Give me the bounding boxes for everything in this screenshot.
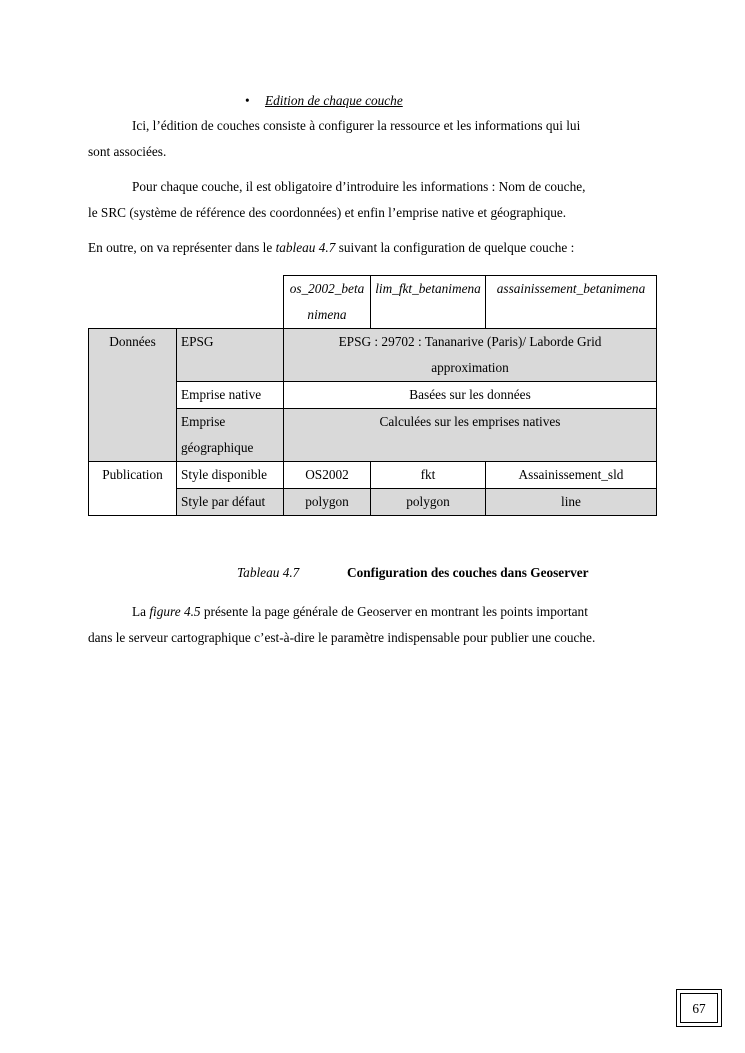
table-caption [237,560,589,586]
row-label-emprise-geo: Emprise géographique [177,409,284,462]
para4-line1 [132,599,588,625]
table-row-style-dispo [89,462,657,489]
row-label-emprise-native: Emprise native [177,382,284,409]
row-label-epsg: EPSG [177,329,284,382]
epsg-value: EPSG : 29702 : Tananarive (Paris)/ Laborde Grid approximation [284,329,657,382]
row-label-style-defaut: Style par défaut [177,489,284,516]
style-dispo-fkt: fkt [371,462,486,489]
emprise-native-value: Basées sur les données [284,382,657,409]
para4-line2: dans le serveur cartographique c’est-à-dire le paramètre indispensable pour publier une couche. [88,630,596,645]
page-number-box [676,989,722,1027]
caption-label: Tableau 4.7 [237,565,300,580]
header-assainissement: assainissement_betanimena [486,276,657,329]
style-defaut-os2002: polygon [284,489,371,516]
header-lim-fkt: lim_fkt_betanimena [371,276,486,329]
bullet-icon: • [245,93,250,108]
blank-cell [89,276,177,329]
header-os2002: os_2002_betanimena [284,276,371,329]
para3-after: suivant la configuration de quelque couche : [335,240,575,255]
row-label-style-dispo: Style disponible [177,462,284,489]
bullet-heading: Edition de chaque couche [265,93,403,108]
para4-before: La [132,604,150,619]
figure-reference: figure 4.5 [149,604,201,619]
para4-after: présente la page générale de Geoserver en montrant les points important [200,604,588,619]
group-donnees: Données [89,329,177,462]
section-bullet [245,88,403,114]
blank-cell [177,276,284,329]
page-number: 67 [680,993,718,1023]
style-defaut-fkt: polygon [371,489,486,516]
para1-line1: Ici, l’édition de couches consiste à configurer la ressource et les informations qui lui [132,118,581,133]
config-table [88,275,657,516]
group-publication: Publication [89,462,177,516]
style-dispo-assainissement: Assainissement_sld [486,462,657,489]
table-reference: tableau 4.7 [275,240,336,255]
para2-line1: Pour chaque couche, il est obligatoire d’introduire les informations : Nom de couche, [132,179,586,194]
para3-before: En outre, on va représenter dans le [88,240,276,255]
caption-title: Configuration des couches dans Geoserver [347,565,589,580]
style-dispo-os2002: OS2002 [284,462,371,489]
emprise-geo-value: Calculées sur les emprises natives [284,409,657,462]
para2-line2: le SRC (système de référence des coordonnées) et enfin l’emprise native et géographique. [88,205,567,220]
para3 [88,235,574,261]
table-header-row [89,276,657,329]
table-row-epsg [89,329,657,382]
para1-line2: sont associées. [88,144,167,159]
style-defaut-assainissement: line [486,489,657,516]
